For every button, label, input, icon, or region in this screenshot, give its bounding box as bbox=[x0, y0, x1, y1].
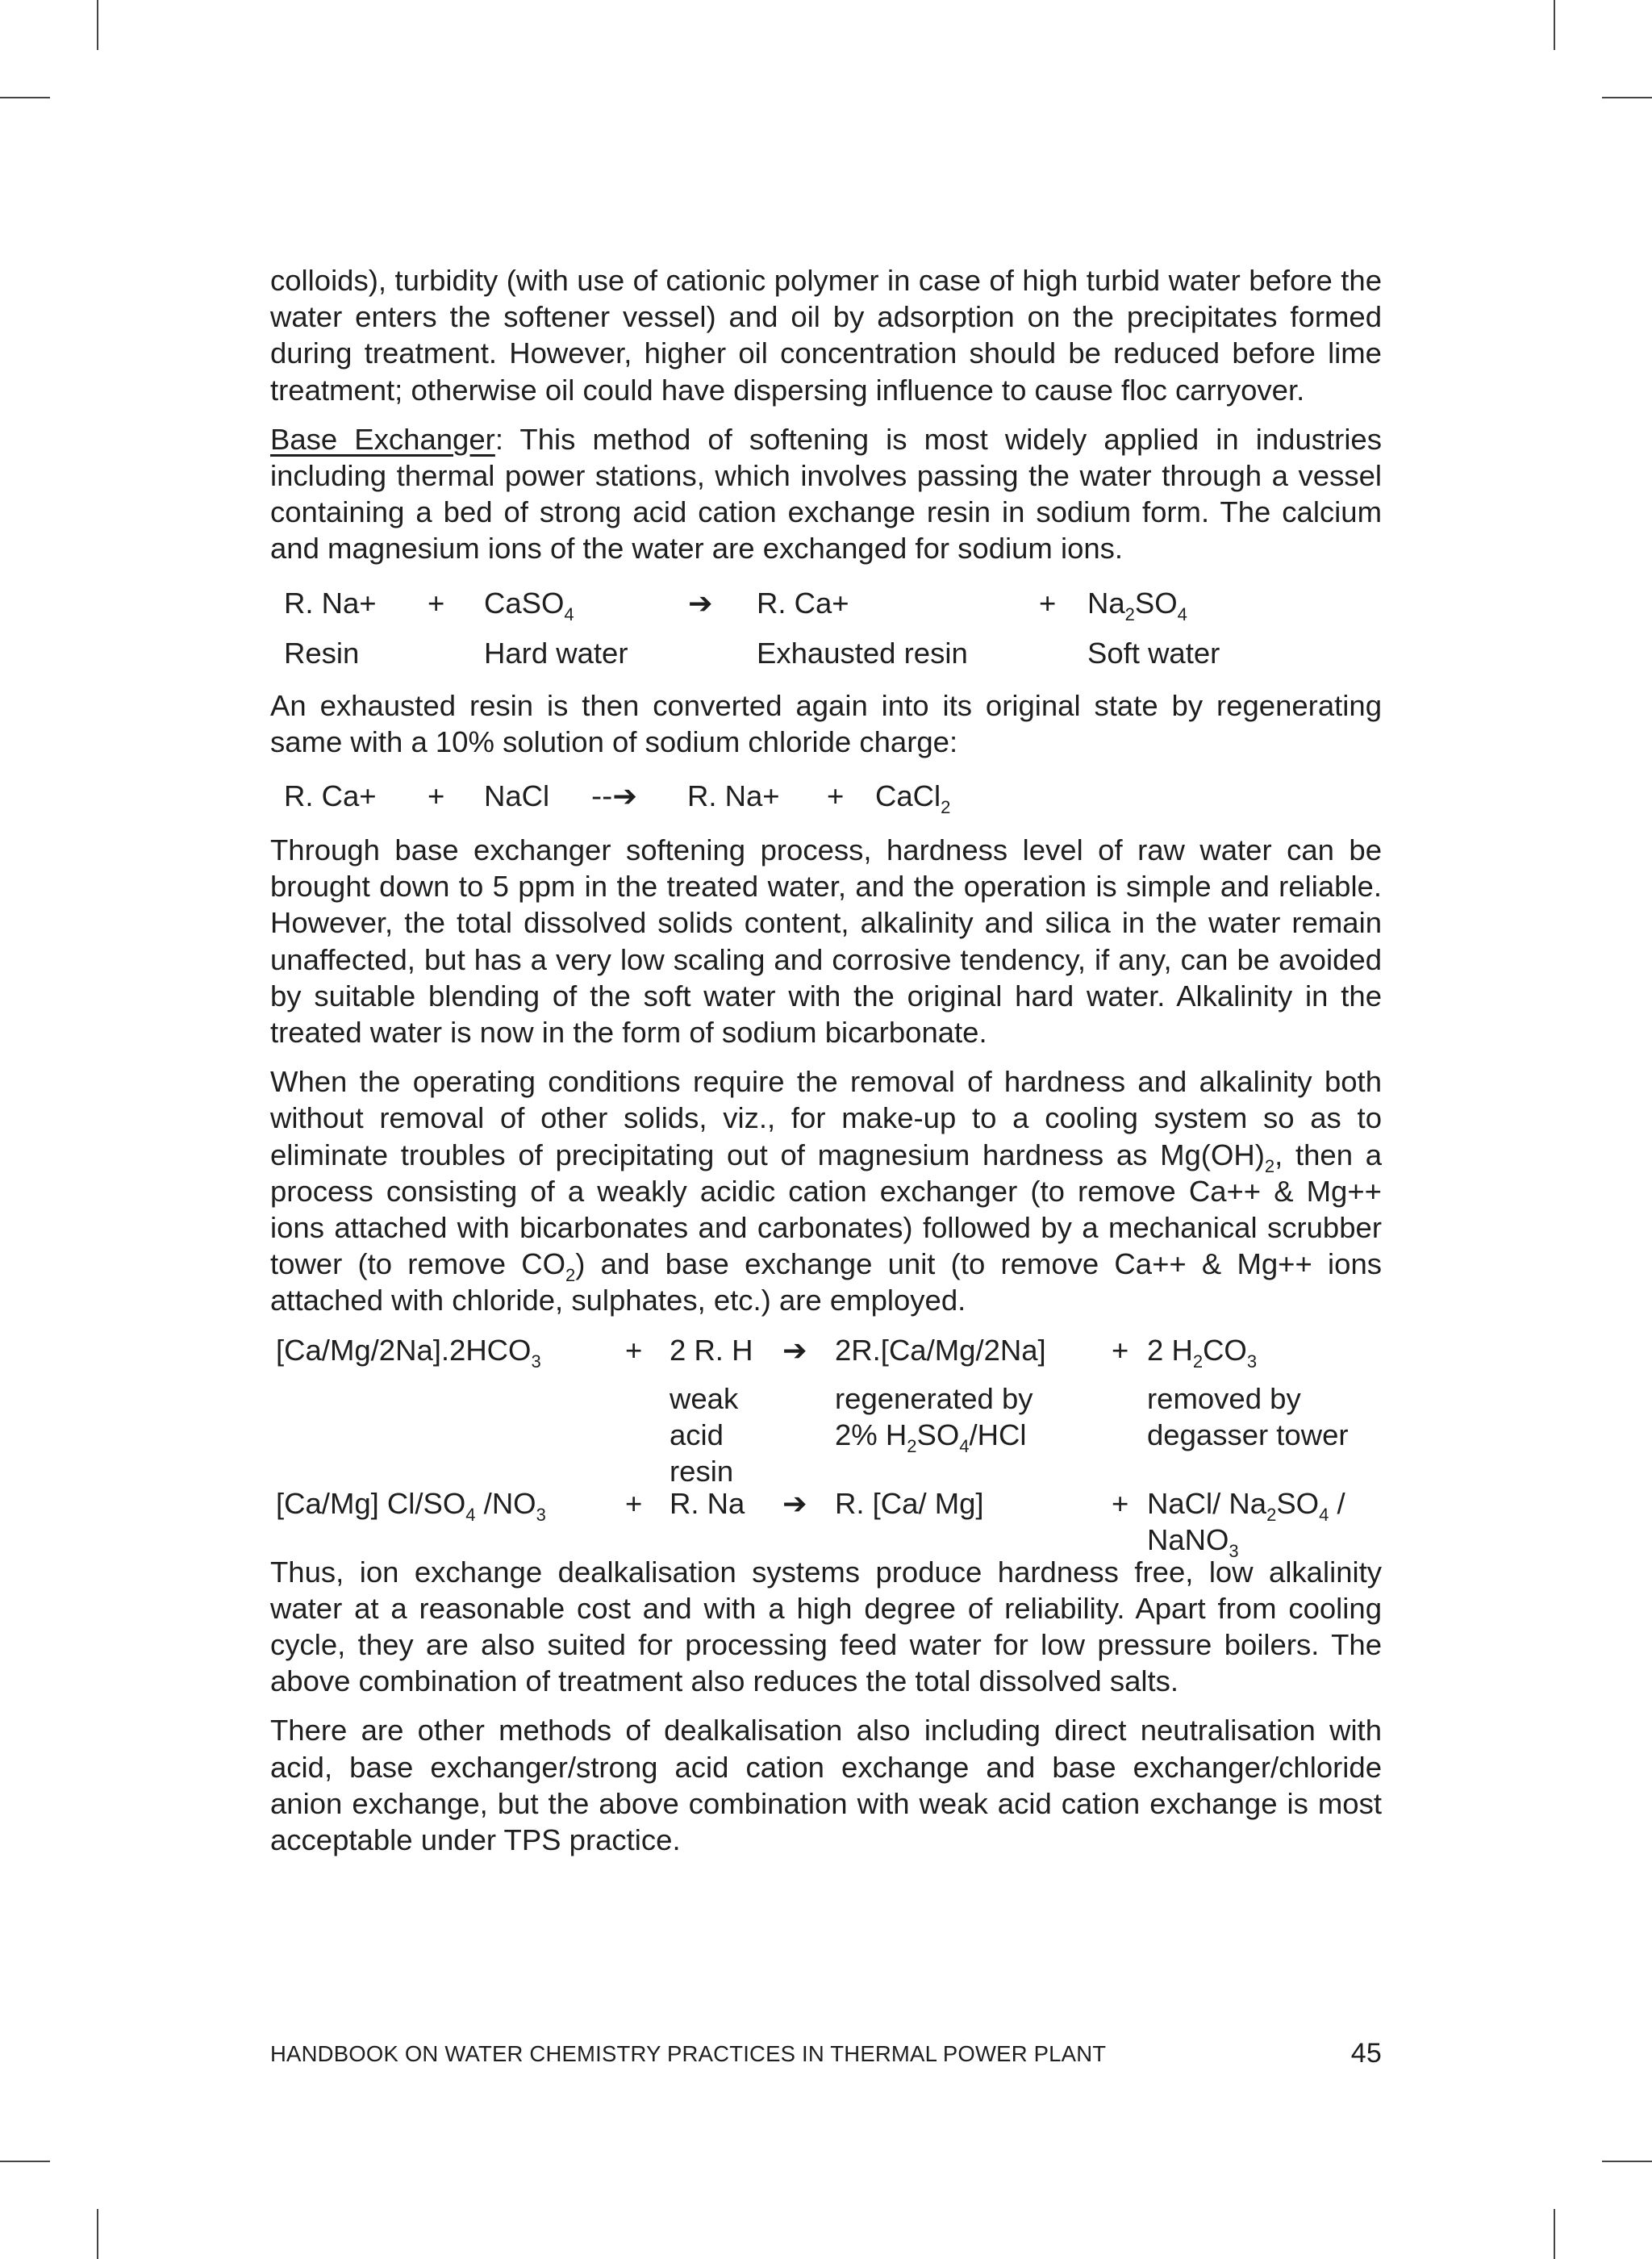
eq-operator: + bbox=[428, 779, 445, 813]
eq-term: CaSO$_4$ bbox=[484, 586, 574, 624]
crop-mark bbox=[97, 0, 98, 50]
eq-label: Hard water bbox=[484, 636, 628, 670]
eq-operator: + bbox=[1112, 1333, 1129, 1367]
reaction-arrow-icon: ➔ bbox=[782, 1485, 807, 1521]
eq-term: 2R.[Ca/Mg/2Na] bbox=[835, 1333, 1046, 1367]
eq-term: CaCl$_2$ bbox=[875, 779, 951, 818]
eq-term: R. Na+ bbox=[284, 586, 377, 620]
eq-note-regenerated: regenerated by 2% $H_2SO_4$/HCl bbox=[835, 1381, 1033, 1456]
eq-term: NaCl/ $Na_2SO_4$ / NaNO$_3$ bbox=[1147, 1486, 1345, 1561]
crop-mark bbox=[0, 97, 50, 98]
eq-label: Resin bbox=[284, 636, 360, 670]
crop-mark bbox=[1554, 0, 1555, 50]
eq-operator: + bbox=[625, 1486, 643, 1520]
crop-mark bbox=[0, 2161, 50, 2162]
eq-operator: + bbox=[1112, 1486, 1129, 1520]
footer-title: HANDBOOK ON WATER CHEMISTRY PRACTICES IN THERMAL POWER PLANT bbox=[270, 2041, 1107, 2066]
paragraph-lime-treatment: colloids), turbidity (with use of cationic polymer in case of high turbid water before the water enters the softener vessel) and oil by adsorption on the precipitates formed during treatment. However, higher oil concentration should be reduced before lime treatment; otherwise oil could have dispersing influence to cause floc carryover. bbox=[270, 264, 1382, 407]
equation-dealkalisation bbox=[270, 1332, 1382, 1561]
eq-term: $[Ca/Mg/2Na].2HCO_3$ bbox=[276, 1333, 541, 1372]
eq-term: NaCl bbox=[484, 779, 550, 813]
eq-operator: + bbox=[1039, 586, 1057, 620]
eq-term: 2 R. H bbox=[670, 1333, 753, 1367]
eq-operator: + bbox=[625, 1333, 643, 1367]
crop-mark bbox=[1602, 97, 1652, 98]
equation-row bbox=[270, 585, 1382, 624]
eq-note-degasser: removed by degasser tower bbox=[1147, 1381, 1349, 1451]
eq-term: [Ca/Mg] $Cl/SO_4$ $/NO_3$ bbox=[276, 1486, 546, 1525]
page-number: 45 bbox=[1350, 2038, 1382, 2069]
crop-mark bbox=[97, 2209, 98, 2259]
reaction-arrow-icon: ➔ bbox=[782, 1332, 807, 1368]
eq-operator: + bbox=[428, 586, 445, 620]
paragraph-base-exchanger: Base Exchanger: This method of softening is most widely applied in industries including thermal power stations, which involves passing the water through a vessel containing a bed of strong acid cation exchange resin in sodium form. The calcium and magnesium ions of the water are exchanged for sodium ions. bbox=[270, 422, 1382, 566]
eq-term: R. Ca+ bbox=[757, 586, 849, 620]
paragraph-regeneration: An exhausted resin is then converted again into its original state by regenerating same with a 10% solution of sodium chloride charge: bbox=[270, 688, 1382, 758]
reaction-arrow-icon: ➔ bbox=[688, 585, 713, 620]
eq-label: Soft water bbox=[1087, 636, 1220, 670]
crop-mark bbox=[1554, 2209, 1555, 2259]
page-content bbox=[270, 262, 1382, 1871]
eq-term: $Na_2SO_4$ bbox=[1087, 586, 1187, 624]
paragraph-ion-exchange-benefits: Thus, ion exchange dealkalisation systems produce hardness free, low alkalinity water at a reasonable cost and with a high degree of reliability. Apart from cooling cycle, they are also suited for processing feed water for low pressure boilers. The above combination of treatment also reduces the total dissolved salts. bbox=[270, 1555, 1382, 1698]
eq-note-weak-acid-resin: weak acid resin bbox=[670, 1381, 739, 1488]
equation-regeneration bbox=[270, 778, 1382, 818]
paragraph-dealkalisation: When the operating conditions require the removal of hardness and alkalinity both without removal of other solids, viz., for make-up to a cooling system so as to eliminate troubles of precipitating out of magnesium hardness as $Mg(OH)_2$, then a process consisting of a weakly acidic cation exchanger (to remove Ca++ & Mg++ ions attached with bicarbonates and carbonates) followed by a mechanical scrubber tower (to remove $CO_2$) and base exchange unit (to remove Ca++ & Mg++ ions attached with chloride, sulphates, etc.) are employed. bbox=[270, 1065, 1383, 1317]
paragraph-softening-process: Through base exchanger softening process, hardness level of raw water can be brought down to 5 ppm in the treated water, and the operation is simple and reliable. However, the total dissolved solids content, alkalinity and silica in the water remain unaffected, but has a very low scaling and corrosive tendency, if any, can be avoided by suitable blending of the soft water with the original hard water. Alkalinity in the treated water is now in the form of sodium bicarbonate. bbox=[270, 833, 1382, 1050]
eq-term: R. Ca+ bbox=[284, 779, 377, 813]
eq-term: R. [Ca/ Mg] bbox=[835, 1486, 984, 1520]
equation-row bbox=[270, 778, 1382, 818]
page-footer bbox=[270, 2038, 1382, 2069]
equation-softening bbox=[270, 585, 1382, 671]
reaction-arrow-icon: --➔ bbox=[591, 779, 637, 814]
section-heading-base-exchanger: Base Exchanger bbox=[270, 422, 495, 456]
equation-labels bbox=[270, 635, 1382, 671]
crop-mark bbox=[1602, 2161, 1652, 2162]
eq-term: R. Na+ bbox=[687, 779, 780, 813]
paragraph-other-methods: There are other methods of dealkalisation also including direct neutralisation with acid, base exchanger/strong acid cation exchange and base exchanger/chloride anion exchange, but the above combination with weak acid cation exchange is most acceptable under TPS practice. bbox=[270, 1714, 1382, 1857]
eq-label: Exhausted resin bbox=[757, 636, 968, 670]
eq-term: 2 $H_2CO_3$ bbox=[1147, 1333, 1258, 1372]
eq-operator: + bbox=[827, 779, 845, 813]
eq-term: R. Na bbox=[670, 1486, 745, 1520]
